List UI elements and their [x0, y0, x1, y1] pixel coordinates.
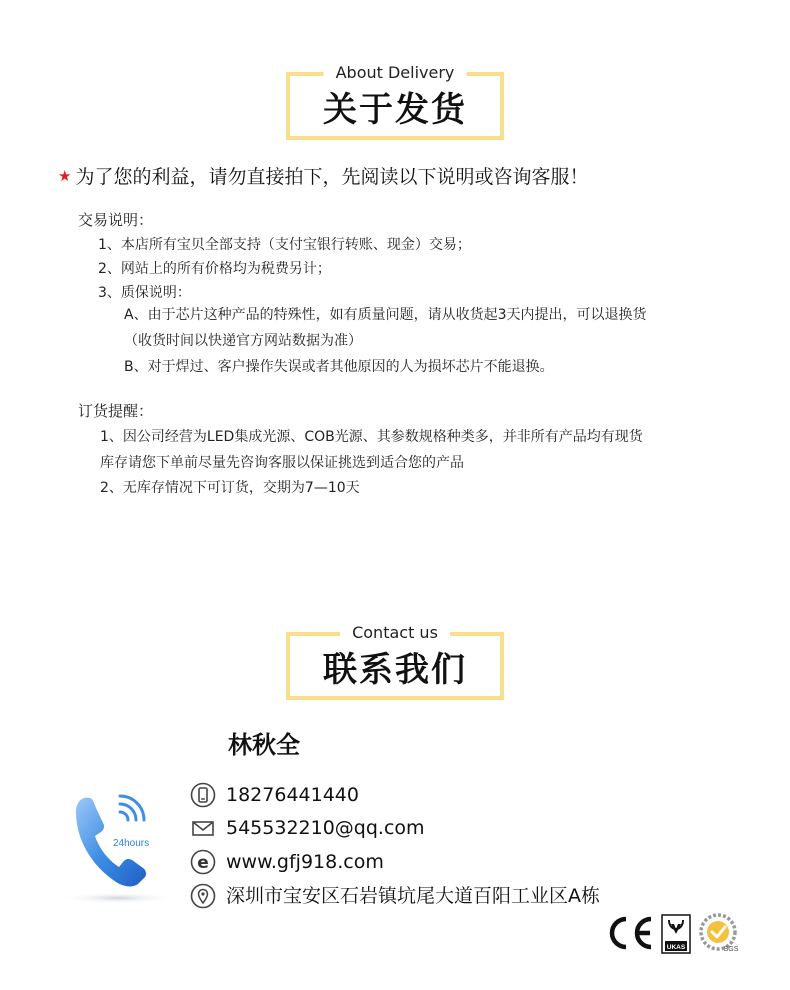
mobile-phone-icon: [190, 782, 216, 808]
contact-email: 545532210@qq.com: [226, 817, 425, 839]
location-pin-icon: [190, 883, 216, 909]
trade-title: 交易说明：: [78, 211, 154, 229]
trade-item-1: 1、本店所有宝贝全部支持（支付宝银行转账、现金）交易；: [98, 237, 471, 253]
svg-text:UKAS: UKAS: [666, 944, 686, 951]
order-item-1-line-1: 1、因公司经营为LED集成光源、COB光源、其参数规格种类多，并非所有产品均有现货: [100, 429, 643, 445]
ce-mark-logo: [606, 914, 656, 956]
ukas-logo: [661, 914, 691, 958]
sgs-logo: [698, 912, 742, 958]
contact-title-en: Contact us: [340, 622, 450, 644]
trade-item-2: 2、网站上的所有价格均为税费另计；: [98, 261, 331, 277]
svg-text:e: e: [197, 853, 209, 873]
contact-title-zh: 联系我们: [323, 650, 467, 690]
svg-text:SGS: SGS: [723, 946, 739, 953]
envelope-icon: [190, 815, 216, 841]
badge-24hours: 24hours: [113, 838, 150, 849]
contact-website: www.gfj918.com: [226, 851, 384, 873]
contact-address: 深圳市宝安区石岩镇坑尾大道百阳工业区A栋: [226, 885, 600, 907]
notice-line: [58, 162, 588, 191]
order-title: 订货提醒：: [78, 402, 154, 420]
trade-item-3: 3、质保说明：: [98, 285, 191, 301]
browser-e-icon: [190, 849, 216, 875]
quality-a-line-1: A、由于芯片这种产品的特殊性，如有质量问题，请从收货起3天内提出，可以退换货: [124, 307, 647, 323]
delivery-title-zh: 关于发货: [323, 90, 467, 130]
order-item-1-line-2: 库存请您下单前尽量先咨询客服以保证挑选到适合您的产品: [100, 455, 464, 471]
quality-a-line-2: （收货时间以快递官方网站数据为准）: [124, 333, 362, 349]
delivery-title-en: About Delivery: [324, 62, 467, 84]
contact-title-frame: [286, 623, 504, 700]
contact-phone: 18276441440: [226, 784, 359, 806]
quality-b: B、对于焊过、客户操作失误或者其他原因的人为损坏芯片不能退换。: [124, 359, 554, 375]
star-icon: ★: [58, 167, 72, 185]
delivery-title-frame: [286, 63, 504, 140]
contact-name: 林秋全: [228, 731, 300, 759]
notice-text: 为了您的利益，请勿直接拍下，先阅读以下说明或咨询客服！: [75, 166, 589, 188]
order-item-2: 2、无库存情况下可订货，交期为7—10天: [100, 480, 360, 496]
